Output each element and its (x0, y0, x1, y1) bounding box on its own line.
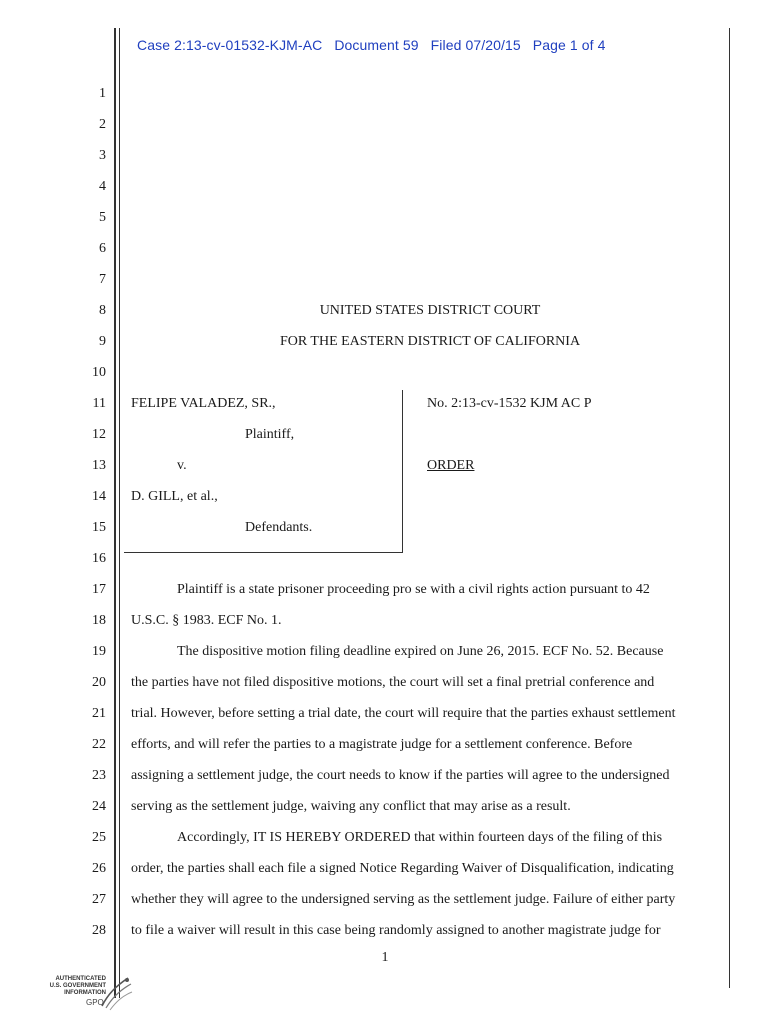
body-line: serving as the settlement judge, waiving any conflict that may arise as a result. (131, 799, 571, 814)
body-line: assigning a settlement judge, the court needs to know if the parties will agree to the undersigned (131, 768, 670, 783)
line-number: 20 (92, 675, 106, 690)
ecf-header: Case 2:13-cv-01532-KJM-AC Document 59 Filed 07/20/15 Page 1 of 4 (137, 37, 606, 53)
line-number: 22 (92, 737, 106, 752)
body-line: to file a waiver will result in this case being randomly assigned to another magistrate judge for (131, 923, 661, 938)
line-number: 5 (99, 210, 106, 225)
logo-text-line1: AUTHENTICATED (55, 976, 106, 982)
line-number: 12 (92, 427, 106, 442)
body-line: order, the parties shall each file a signed Notice Regarding Waiver of Disqualification, indicating (131, 861, 674, 876)
defendant-name: D. GILL, et al., (131, 489, 218, 504)
defendant-label: Defendants. (245, 520, 313, 535)
line-number: 18 (92, 613, 106, 628)
margin-rule-left-inner (119, 28, 120, 998)
line-number: 10 (92, 365, 106, 380)
caption-divider-vertical (402, 390, 403, 552)
logo-text-line2: U.S. GOVERNMENT (49, 983, 106, 989)
court-name: UNITED STATES DISTRICT COURT (319, 303, 541, 318)
page-number: 1 (381, 950, 389, 965)
gpo-authentication-logo (36, 972, 136, 1018)
line-number: 17 (92, 582, 106, 597)
body-line: U.S.C. § 1983. ECF No. 1. (131, 613, 282, 628)
body-line: The dispositive motion filing deadline expired on June 26, 2015. ECF No. 52. Because (177, 644, 664, 659)
body-line: whether they will agree to the undersigned serving as the settlement judge. Failure of either party (131, 892, 676, 907)
line-number: 8 (99, 303, 106, 318)
line-number: 28 (92, 923, 106, 938)
line-number: 15 (92, 520, 106, 535)
body-line: Plaintiff is a state prisoner proceeding pro se with a civil rights action pursuant to 42 (177, 582, 650, 597)
line-number: 1 (99, 86, 106, 101)
line-number: 14 (92, 489, 106, 504)
case-number: No. 2:13-cv-1532 KJM AC P (427, 396, 592, 411)
versus-label: v. (177, 458, 187, 473)
line-number: 23 (92, 768, 106, 783)
line-number: 2 (99, 117, 106, 132)
body-line: Accordingly, IT IS HEREBY ORDERED that within fourteen days of the filing of this (177, 830, 663, 845)
line-number: 9 (99, 334, 106, 349)
line-number: 24 (92, 799, 106, 814)
court-district: FOR THE EASTERN DISTRICT OF CALIFORNIA (279, 334, 581, 349)
line-number: 11 (92, 396, 106, 411)
body-line: the parties have not filed dispositive motions, the court will set a final pretrial conference and (131, 675, 655, 690)
line-number: 13 (92, 458, 106, 473)
body-line: trial. However, before setting a trial date, the court will require that the parties exhaust settlement (131, 706, 676, 721)
line-number: 4 (99, 179, 106, 194)
line-number: 16 (92, 551, 106, 566)
margin-rule-left-outer (114, 28, 116, 998)
document-title: ORDER (427, 458, 475, 473)
body-line: efforts, and will refer the parties to a magistrate judge for a settlement conference. Before (131, 737, 633, 752)
line-number: 6 (99, 241, 106, 256)
caption-divider-horizontal (124, 552, 403, 553)
line-number: 26 (92, 861, 106, 876)
gpo-mark: GPO (86, 998, 104, 1007)
line-number: 21 (92, 706, 106, 721)
line-number: 3 (99, 148, 106, 163)
line-number: 27 (92, 892, 106, 907)
logo-text-line3: INFORMATION (64, 990, 106, 996)
line-number: 19 (92, 644, 106, 659)
line-number: 7 (99, 272, 106, 287)
line-number: 25 (92, 830, 106, 845)
margin-rule-right (729, 28, 730, 988)
plaintiff-name: FELIPE VALADEZ, SR., (131, 396, 276, 411)
plaintiff-label: Plaintiff, (245, 427, 295, 442)
